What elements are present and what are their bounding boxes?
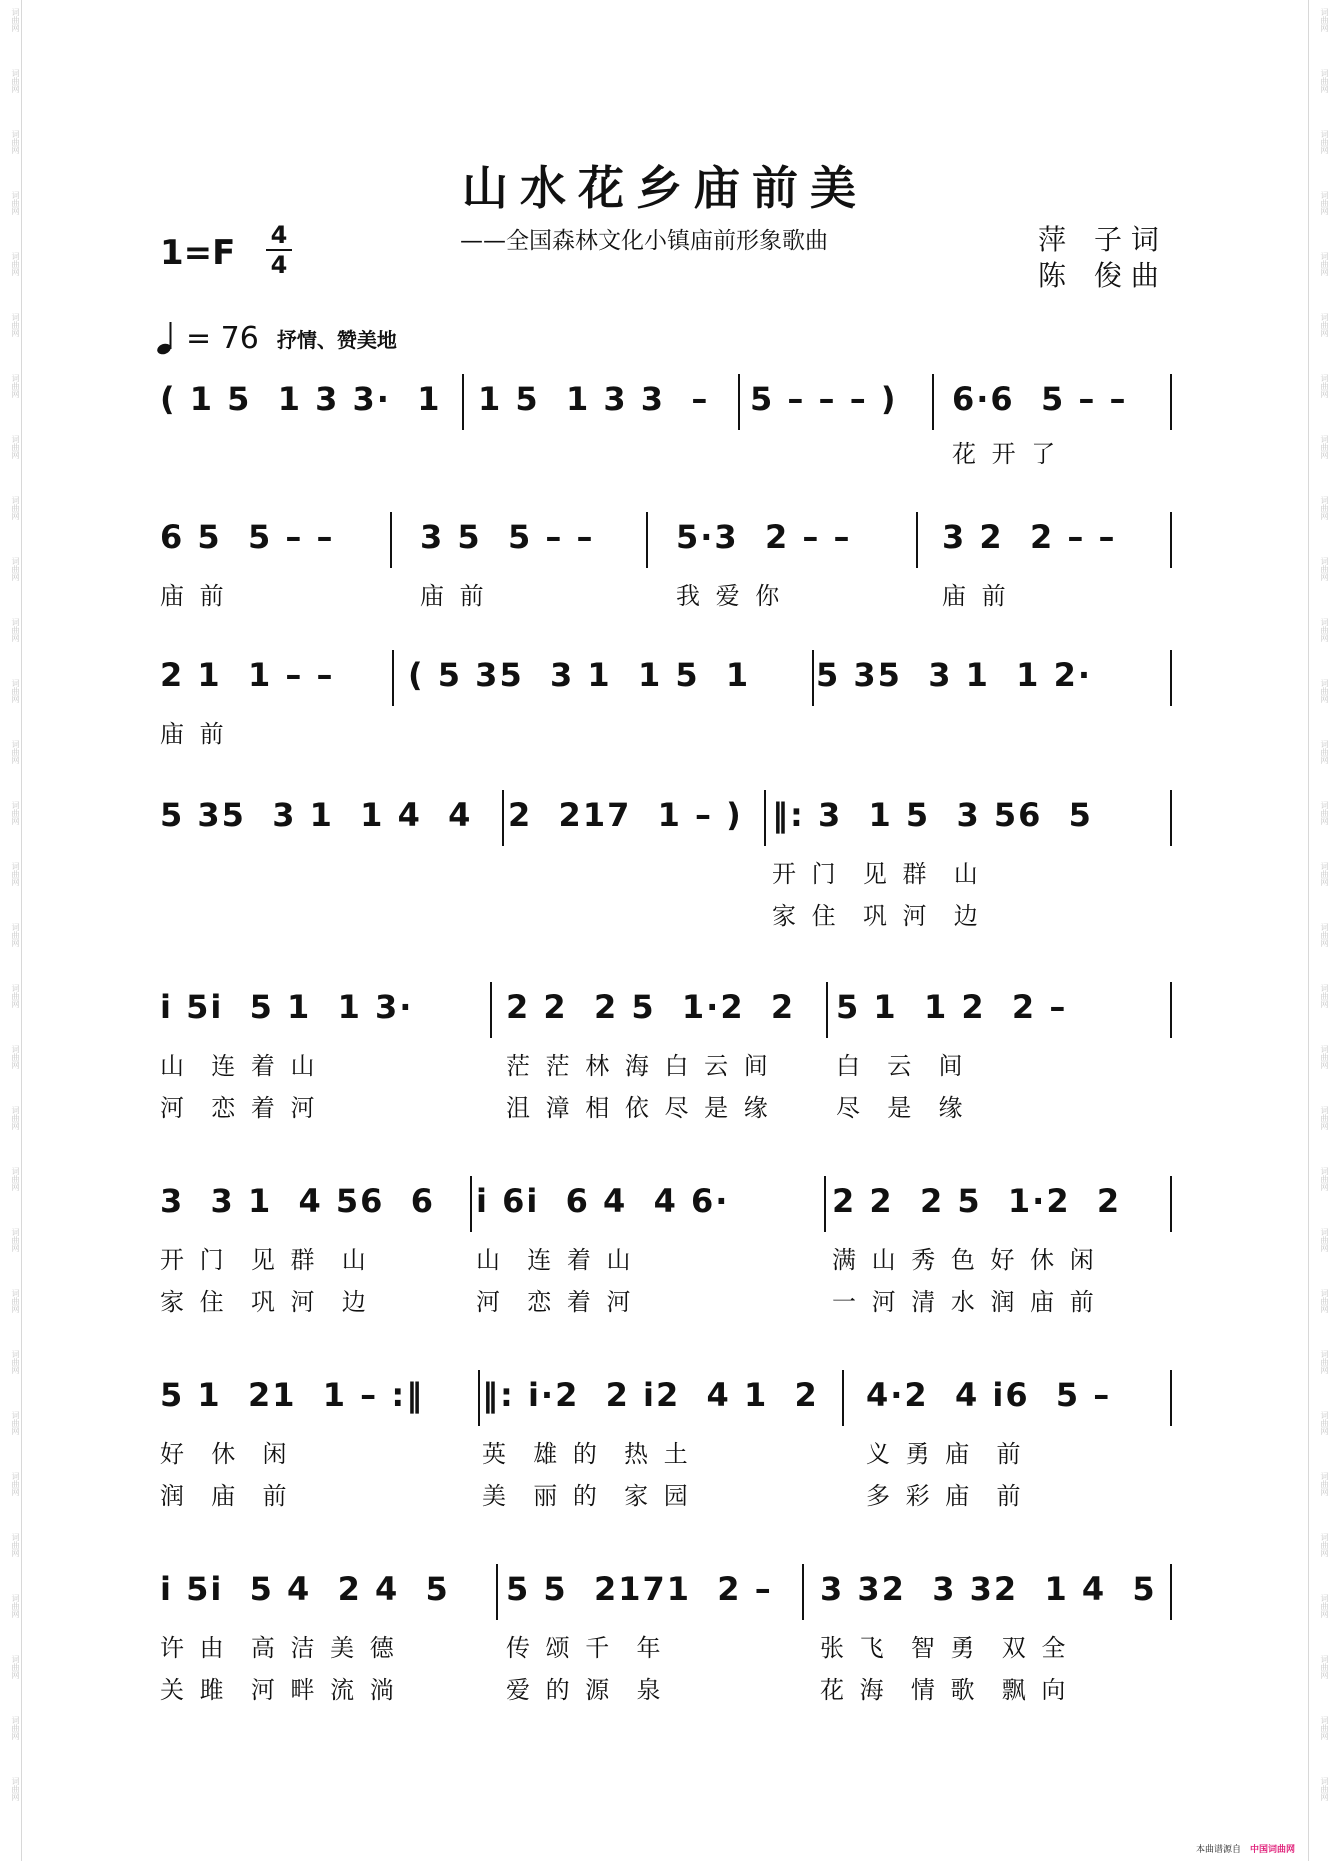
lyric-segment: 山 连 着 山 [160, 1052, 319, 1080]
lyric-segment: 白 云 间 [836, 1052, 967, 1080]
lyric-segment: 润 庙 前 [160, 1482, 291, 1510]
watermark-text: 词曲网 [11, 435, 20, 459]
watermark-text: 词曲网 [11, 923, 20, 947]
barline [462, 374, 464, 430]
watermark-text: 词曲网 [1320, 862, 1329, 886]
barline [470, 1176, 472, 1232]
watermark-text: 词曲网 [1320, 1594, 1329, 1618]
barline [1170, 1176, 1172, 1232]
watermark-text: 词曲网 [11, 1716, 20, 1740]
quarter-note-icon [156, 320, 180, 356]
measure-notes: i 6i 6 4 4 6· [476, 1182, 730, 1220]
footer-source: 本曲谱源自 [1196, 1845, 1242, 1855]
barline [1170, 790, 1172, 846]
lyric-line-2 [160, 1476, 1172, 1512]
watermark-text: 词曲网 [11, 557, 20, 581]
time-signature-top: 4 [270, 221, 288, 249]
barline [802, 1564, 804, 1620]
measure-notes: ( 5 35 3 1 1 5 1 [408, 656, 751, 694]
barline [1170, 512, 1172, 568]
measure-notes: 4·2 4 i6 5 – [866, 1376, 1112, 1414]
measure-notes: 5 35 3 1 1 2· [816, 656, 1092, 694]
watermark-text: 词曲网 [1320, 1228, 1329, 1252]
lyric-segment: 开 门 见 群 山 [160, 1246, 370, 1274]
watermark-text: 词曲网 [1320, 1472, 1329, 1496]
watermark-text: 词曲网 [1320, 1777, 1329, 1801]
watermark-text: 词曲网 [1320, 984, 1329, 1008]
watermark-text: 词曲网 [1320, 740, 1329, 764]
watermark-text: 词曲网 [11, 1106, 20, 1130]
lyric-segment: 庙 前 [160, 720, 228, 748]
lyric-line-2 [160, 476, 1172, 512]
lyric-segment: 张 飞 智 勇 双 全 [820, 1634, 1070, 1662]
measure-notes: 2 2 2 5 1·2 2 [832, 1182, 1122, 1220]
measure-notes: 3 3 1 4 56 6 [160, 1182, 435, 1220]
measure-notes: 5 – – – ) [750, 380, 898, 418]
measure-notes: ( 1 5 1 3 3· 1 [160, 380, 442, 418]
score-system [160, 1370, 1172, 1432]
lyric-line-1 [160, 1628, 1172, 1664]
barline [1170, 1370, 1172, 1426]
barline [496, 1564, 498, 1620]
lyric-line-1 [160, 434, 1172, 470]
barline [1170, 982, 1172, 1038]
watermark-text: 词曲网 [11, 496, 20, 520]
watermark-text: 词曲网 [1320, 1533, 1329, 1557]
barline [842, 1370, 844, 1426]
watermark-text: 词曲网 [11, 984, 20, 1008]
barline [916, 512, 918, 568]
measure-notes: i 5i 5 1 1 3· [160, 988, 414, 1026]
score-system [160, 650, 1172, 712]
score-system [160, 982, 1172, 1044]
measure-notes: 5 1 21 1 – :‖ [160, 1376, 425, 1414]
lyric-line-2 [160, 896, 1172, 932]
watermark-text: 词曲网 [1320, 313, 1329, 337]
barline [646, 512, 648, 568]
measure-notes: 3 32 3 32 1 4 5 [820, 1570, 1157, 1608]
watermark-text: 词曲网 [11, 801, 20, 825]
score-system [160, 1176, 1172, 1238]
watermark-text: 词曲网 [11, 69, 20, 93]
measure-notes: 6 5 5 – – [160, 518, 335, 556]
lyric-segment: 山 连 着 山 [476, 1246, 635, 1274]
watermark-text: 词曲网 [1320, 435, 1329, 459]
watermark-text: 词曲网 [1320, 69, 1329, 93]
barline [824, 1176, 826, 1232]
lyric-segment: 满 山 秀 色 好 休 闲 [832, 1246, 1098, 1274]
watermark-text: 词曲网 [1320, 8, 1329, 32]
watermark-text: 词曲网 [11, 374, 20, 398]
tempo-marking [156, 320, 397, 356]
song-title: 山水花乡庙前美 [462, 161, 868, 215]
lyric-segment: 家 住 巩 河 边 [160, 1288, 370, 1316]
watermark-text: 词曲网 [11, 618, 20, 642]
lyric-segment: 河 恋 着 河 [160, 1094, 319, 1122]
watermark-text: 词曲网 [11, 1777, 20, 1801]
barline [1170, 650, 1172, 706]
lyric-segment: 花 海 情 歌 飘 向 [820, 1676, 1070, 1704]
watermark-text: 词曲网 [11, 1350, 20, 1374]
measure-notes: 3 2 2 – – [942, 518, 1117, 556]
time-signature [266, 222, 292, 278]
lyric-segment: 英 雄 的 热 土 [482, 1440, 692, 1468]
watermark-text: 词曲网 [1320, 191, 1329, 215]
lyric-segment: 庙 前 [160, 582, 228, 610]
lyric-segment: 关 雎 河 畔 流 淌 [160, 1676, 398, 1704]
lyric-segment: 许 由 高 洁 美 德 [160, 1634, 398, 1662]
lyric-segment: 茫 茫 林 海 白 云 间 [506, 1052, 772, 1080]
right-watermark-strip [1308, 0, 1330, 1861]
watermark-text: 词曲网 [11, 1411, 20, 1435]
watermark-text: 词曲网 [11, 679, 20, 703]
measure-notes: i 5i 5 4 2 4 5 [160, 1570, 450, 1608]
measure-notes: 5 5 2171 2 – [506, 1570, 773, 1608]
left-watermark-strip [0, 0, 22, 1861]
watermark-text: 词曲网 [1320, 1716, 1329, 1740]
watermark-text: 词曲网 [11, 191, 20, 215]
lyric-segment: 多 彩 庙 前 [866, 1482, 1025, 1510]
barline [764, 790, 766, 846]
time-signature-bottom: 4 [270, 251, 288, 279]
measure-notes: 3 5 5 – – [420, 518, 595, 556]
barline [1170, 1564, 1172, 1620]
lyric-segment: 开 门 见 群 山 [772, 860, 982, 888]
barline [826, 982, 828, 1038]
measure-notes: 2 2 2 5 1·2 2 [506, 988, 796, 1026]
lyric-segment: 义 勇 庙 前 [866, 1440, 1025, 1468]
watermark-text: 词曲网 [11, 740, 20, 764]
lyric-line-2 [160, 1282, 1172, 1318]
watermark-text: 词曲网 [1320, 252, 1329, 276]
barline [932, 374, 934, 430]
watermark-text: 词曲网 [11, 1472, 20, 1496]
watermark-text: 词曲网 [1320, 1411, 1329, 1435]
lyric-segment: 传 颂 千 年 [506, 1634, 665, 1662]
watermark-text: 词曲网 [1320, 679, 1329, 703]
lyric-segment: 一 河 清 水 润 庙 前 [832, 1288, 1098, 1316]
watermark-text: 词曲网 [11, 130, 20, 154]
watermark-text: 词曲网 [1320, 1350, 1329, 1374]
lyric-segment: 我 爱 你 [676, 582, 784, 610]
watermark-text: 词曲网 [11, 1228, 20, 1252]
barline [1170, 374, 1172, 430]
lyric-line-2 [160, 1670, 1172, 1706]
watermark-text: 词曲网 [11, 1289, 20, 1313]
lyric-line-1 [160, 1240, 1172, 1276]
watermark-text: 词曲网 [1320, 1106, 1329, 1130]
watermark-text: 词曲网 [1320, 557, 1329, 581]
composer: 陈 俊 曲 [1038, 259, 1159, 292]
lyric-segment: 家 住 巩 河 边 [772, 902, 982, 930]
barline [812, 650, 814, 706]
lyric-segment: 好 休 闲 [160, 1440, 291, 1468]
lyric-line-2 [160, 756, 1172, 792]
lyric-segment: 河 恋 着 河 [476, 1288, 635, 1316]
watermark-text: 词曲网 [1320, 130, 1329, 154]
measure-notes: 1 5 1 3 3 – [478, 380, 710, 418]
barline [502, 790, 504, 846]
measure-notes: 2 1 1 – – [160, 656, 335, 694]
score-system [160, 790, 1172, 852]
watermark-text: 词曲网 [1320, 1167, 1329, 1191]
lyric-line-2 [160, 618, 1172, 654]
watermark-text: 词曲网 [1320, 1045, 1329, 1069]
watermark-text: 词曲网 [11, 862, 20, 886]
lyric-segment: 花 开 了 [952, 440, 1060, 468]
measure-notes: 6·6 5 – – [952, 380, 1128, 418]
lyric-segment: 美 丽 的 家 园 [482, 1482, 692, 1510]
song-subtitle: ——全国森林文化小镇庙前形象歌曲 [460, 228, 828, 254]
watermark-text: 词曲网 [1320, 496, 1329, 520]
score-system [160, 1564, 1172, 1626]
barline [490, 982, 492, 1038]
lyric-line-2 [160, 1088, 1172, 1124]
measure-notes: ‖: i·2 2 i2 4 1 2 [482, 1376, 819, 1414]
barline [738, 374, 740, 430]
lyric-segment: 沮 漳 相 依 尽 是 缘 [506, 1094, 772, 1122]
watermark-text: 词曲网 [1320, 1655, 1329, 1679]
lyric-segment: 庙 前 [420, 582, 488, 610]
lyric-line-1 [160, 1046, 1172, 1082]
watermark-text: 词曲网 [11, 252, 20, 276]
measure-notes: 5·3 2 – – [676, 518, 852, 556]
measure-notes: ‖: 3 1 5 3 56 5 [772, 796, 1093, 834]
lyric-segment: 庙 前 [942, 582, 1010, 610]
credits [1038, 222, 1159, 294]
tempo-value: = 76 [186, 320, 259, 356]
watermark-text: 词曲网 [11, 1655, 20, 1679]
watermark-text: 词曲网 [1320, 618, 1329, 642]
lyric-segment: 尽 是 缘 [836, 1094, 967, 1122]
score-system [160, 374, 1172, 436]
watermark-text: 词曲网 [11, 8, 20, 32]
watermark-text: 词曲网 [11, 313, 20, 337]
watermark-text: 词曲网 [11, 1167, 20, 1191]
barline [390, 512, 392, 568]
watermark-text: 词曲网 [1320, 1289, 1329, 1313]
score-system [160, 512, 1172, 574]
watermark-text: 词曲网 [1320, 801, 1329, 825]
barline [392, 650, 394, 706]
watermark-text: 词曲网 [1320, 374, 1329, 398]
measure-notes: 5 35 3 1 1 4 4 [160, 796, 473, 834]
expression-text: 抒情、赞美地 [276, 327, 397, 352]
watermark-text: 词曲网 [11, 1045, 20, 1069]
lyric-line-1 [160, 1434, 1172, 1470]
lyric-segment: 爱 的 源 泉 [506, 1676, 665, 1704]
footer-site-logo: 中国词曲网 [1250, 1845, 1296, 1855]
measure-notes: 2 217 1 – ) [508, 796, 743, 834]
lyric-line-1 [160, 714, 1172, 750]
key-signature: 1=F [160, 233, 236, 273]
lyric-line-1 [160, 576, 1172, 612]
watermark-text: 词曲网 [1320, 923, 1329, 947]
barline [478, 1370, 480, 1426]
lyricist: 萍 子 词 [1038, 223, 1159, 256]
lyric-line-1 [160, 854, 1172, 890]
measure-notes: 5 1 1 2 2 – [836, 988, 1068, 1026]
watermark-text: 词曲网 [11, 1594, 20, 1618]
watermark-text: 词曲网 [11, 1533, 20, 1557]
